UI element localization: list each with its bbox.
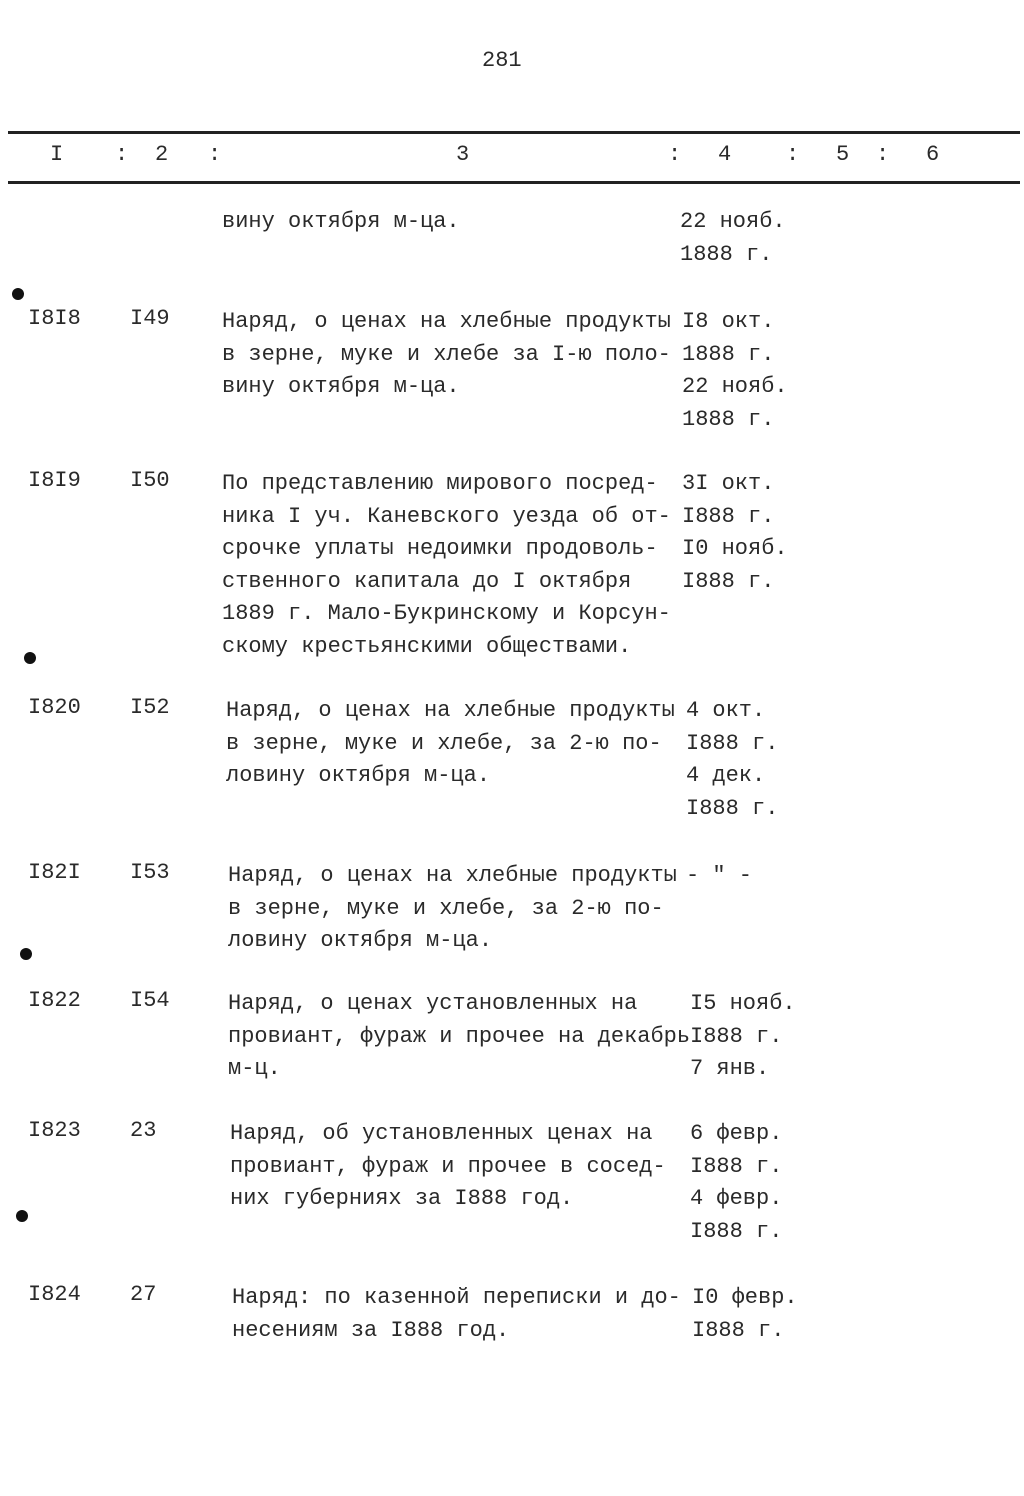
header-sep: : <box>668 142 682 167</box>
record-code: 23 <box>130 1118 157 1143</box>
header-col3: 3 <box>456 142 470 167</box>
punch-mark <box>20 948 32 960</box>
date-line: 7 янв. <box>690 1056 770 1081</box>
record-number: I820 <box>28 695 81 720</box>
record-code: 27 <box>130 1282 157 1307</box>
description-line: вину октября м-ца. <box>222 209 460 234</box>
date-line: I888 г. <box>690 1153 783 1179</box>
header-col1: I <box>50 142 64 167</box>
date-line: 4 дек. <box>686 763 766 788</box>
date-line: I888 г. <box>686 730 779 756</box>
description-line: ловину октября м-ца. <box>228 928 493 953</box>
record-number: I822 <box>28 988 81 1013</box>
date-line: 22 нояб. <box>680 209 786 234</box>
record-number: I82I <box>28 860 81 885</box>
date-line: I0 нояб. <box>682 536 788 561</box>
record-description <box>230 1118 666 1216</box>
date-line: 22 нояб. <box>682 374 788 399</box>
description-line: них губерниях за I888 год. <box>230 1186 574 1211</box>
punch-mark <box>16 1210 28 1222</box>
header-top-rule <box>8 131 1020 134</box>
date-line: 1888 г. <box>680 241 773 267</box>
description-line: Наряд, о ценах на хлебные продукты <box>226 698 675 723</box>
header-col5: 5 <box>836 142 850 167</box>
record-description <box>228 860 677 958</box>
record-dates <box>682 306 788 436</box>
record-code: I54 <box>130 988 170 1013</box>
record-code: I52 <box>130 695 170 720</box>
date-line: I888 г. <box>690 1023 783 1049</box>
record-dates <box>692 1282 798 1347</box>
date-line: I888 г. <box>690 1218 783 1244</box>
header-bottom-rule <box>8 181 1020 184</box>
record-code: I49 <box>130 306 170 331</box>
header-col4: 4 <box>718 142 732 167</box>
record-code: I53 <box>130 860 170 885</box>
date-line: I8 окт. <box>682 309 775 334</box>
description-line: в зерне, муке и хлебе за I-ю поло- <box>222 341 671 367</box>
date-line: 6 февр. <box>690 1121 783 1146</box>
date-line: I888 г. <box>686 795 779 821</box>
date-line: 4 февр. <box>690 1186 783 1211</box>
date-line: I888 г. <box>682 503 775 529</box>
date-line: 1888 г. <box>682 341 775 367</box>
description-line: ника I уч. Каневского уезда об от- <box>222 503 671 529</box>
record-description <box>222 206 460 239</box>
record-description <box>222 306 671 404</box>
record-description <box>226 695 675 793</box>
description-line: 1889 г. Мало-Букринскому и Корсун- <box>222 601 671 626</box>
date-line: I5 нояб. <box>690 991 796 1016</box>
header-col2: 2 <box>155 142 169 167</box>
description-line: ственного капитала до I октября <box>222 568 632 594</box>
header-sep: : <box>208 142 222 167</box>
header-sep: : <box>115 142 129 167</box>
date-line: I888 г. <box>682 568 775 594</box>
record-dates <box>680 206 786 271</box>
record-dates <box>682 468 788 598</box>
description-line: Наряд, о ценах на хлебные продукты <box>222 309 671 334</box>
description-line: Наряд: по казенной переписки и до- <box>232 1285 681 1310</box>
header-sep: : <box>876 142 890 167</box>
date-line: 1888 г. <box>682 406 775 432</box>
record-description <box>222 468 671 663</box>
punch-mark <box>24 652 36 664</box>
date-line: 4 окт. <box>686 698 766 723</box>
description-line: Наряд, об установленных ценах на <box>230 1121 653 1146</box>
record-description <box>232 1282 681 1347</box>
record-description <box>228 988 690 1086</box>
description-line: провиант, фураж и прочее в сосед- <box>230 1153 666 1179</box>
date-line: 3I окт. <box>682 471 775 496</box>
record-dates <box>690 1118 782 1248</box>
header-col6: 6 <box>926 142 940 167</box>
record-dates <box>690 988 796 1086</box>
description-line: скому крестьянскими обществами. <box>222 633 632 659</box>
record-number: I8I9 <box>28 468 81 493</box>
description-line: несениям за I888 год. <box>232 1317 510 1343</box>
record-number: I823 <box>28 1118 81 1143</box>
punch-mark <box>12 288 24 300</box>
description-line: ловину октября м-ца. <box>226 763 491 788</box>
description-line: провиант, фураж и прочее на декабрь <box>228 1023 691 1049</box>
record-dates <box>686 695 778 825</box>
description-line: в зерне, муке и хлебе, за 2-ю по- <box>226 730 662 756</box>
date-line: - " - <box>686 863 753 888</box>
date-line: I0 февр. <box>692 1285 798 1310</box>
record-number: I824 <box>28 1282 81 1307</box>
record-number: I8I8 <box>28 306 81 331</box>
description-line: м-ц. <box>228 1056 281 1081</box>
description-line: Наряд, о ценах установленных на <box>228 991 638 1016</box>
date-line: I888 г. <box>692 1317 785 1343</box>
description-line: срочке уплаты недоимки продоволь- <box>222 536 658 561</box>
description-line: вину октября м-ца. <box>222 374 460 399</box>
page-number: 281 <box>482 48 522 73</box>
description-line: Наряд, о ценах на хлебные продукты <box>228 863 677 888</box>
record-code: I50 <box>130 468 170 493</box>
header-sep: : <box>786 142 800 167</box>
description-line: По представлению мирового посред- <box>222 471 658 496</box>
record-dates <box>686 860 752 893</box>
description-line: в зерне, муке и хлебе, за 2-ю по- <box>228 895 664 921</box>
